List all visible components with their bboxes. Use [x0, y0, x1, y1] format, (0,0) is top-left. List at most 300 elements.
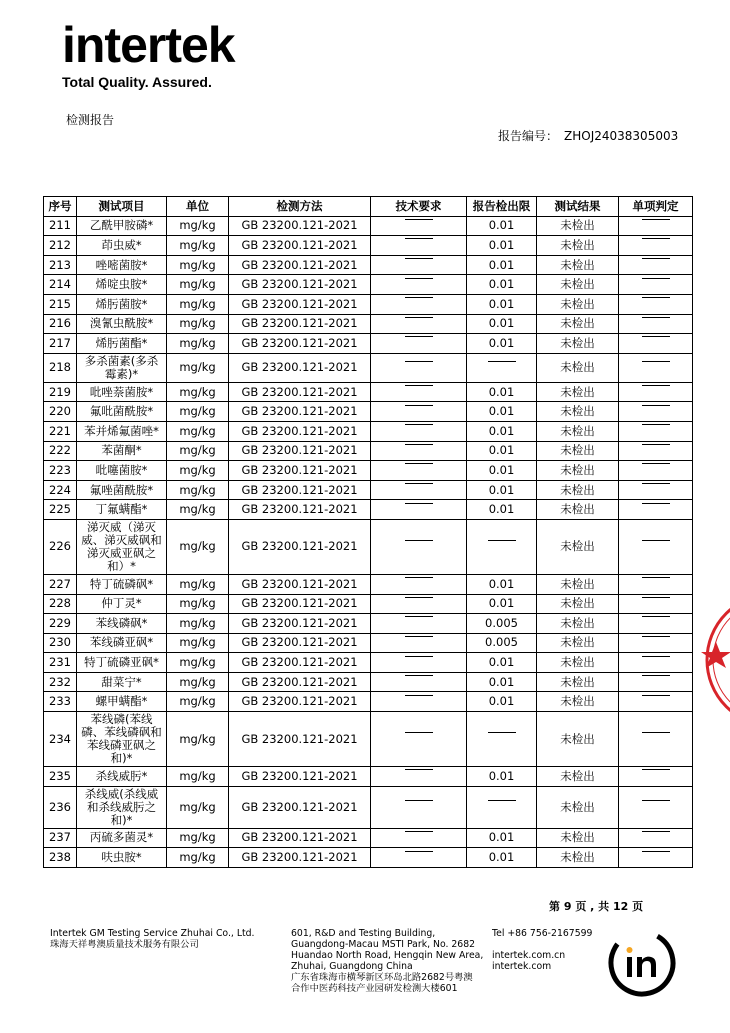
dash-mark	[488, 361, 516, 375]
table-row	[44, 848, 693, 868]
cell-requirement	[371, 402, 467, 422]
cell-unit: mg/kg	[167, 480, 229, 500]
cell-item: 多杀菌素(多杀霉素)*	[77, 353, 167, 382]
red-seal-stamp	[698, 590, 730, 734]
dash-mark	[405, 831, 433, 845]
cell-verdict	[619, 461, 693, 481]
cell-item: 特丁硫磷砜*	[77, 574, 167, 594]
dash-mark	[405, 361, 433, 375]
dash-mark	[642, 297, 670, 311]
cell-limit: 0.01	[467, 382, 537, 402]
table-row	[44, 421, 693, 441]
table-body	[44, 216, 693, 867]
cell-item: 涕灭威（涕灭威、涕灭威砜和涕灭威亚砜之和）*	[77, 519, 167, 574]
table-row	[44, 828, 693, 848]
cell-no: 221	[44, 421, 77, 441]
table-row	[44, 500, 693, 520]
cell-result: 未检出	[537, 421, 619, 441]
cell-method: GB 23200.121-2021	[229, 672, 371, 692]
cell-unit: mg/kg	[167, 421, 229, 441]
cell-limit: 0.01	[467, 216, 537, 236]
cell-requirement	[371, 712, 467, 767]
cell-no: 230	[44, 633, 77, 653]
cell-result: 未检出	[537, 382, 619, 402]
cell-method: GB 23200.121-2021	[229, 402, 371, 422]
dash-mark	[642, 238, 670, 252]
dash-mark	[405, 463, 433, 477]
results-table	[43, 196, 693, 868]
dash-mark	[642, 577, 670, 591]
cell-no: 219	[44, 382, 77, 402]
cell-requirement	[371, 519, 467, 574]
cell-requirement	[371, 216, 467, 236]
logo-tagline: Total Quality. Assured.	[62, 74, 212, 90]
cell-item: 茚虫威*	[77, 236, 167, 256]
cell-result: 未检出	[537, 255, 619, 275]
table-row	[44, 786, 693, 828]
table-row	[44, 314, 693, 334]
footer-address-line: 合作中医药科技产业园研发检测大楼601	[291, 983, 458, 994]
dash-mark	[642, 769, 670, 783]
dash-mark	[405, 540, 433, 554]
dash-mark	[488, 732, 516, 746]
cell-verdict	[619, 236, 693, 256]
dash-mark	[642, 405, 670, 419]
cell-method: GB 23200.121-2021	[229, 255, 371, 275]
cell-method: GB 23200.121-2021	[229, 767, 371, 787]
cell-no: 236	[44, 786, 77, 828]
report-number	[498, 127, 684, 144]
dash-mark	[405, 577, 433, 591]
cell-unit: mg/kg	[167, 712, 229, 767]
cell-verdict	[619, 216, 693, 236]
cell-verdict	[619, 767, 693, 787]
dash-mark	[405, 597, 433, 611]
cell-method: GB 23200.121-2021	[229, 786, 371, 828]
cell-no: 220	[44, 402, 77, 422]
cell-method: GB 23200.121-2021	[229, 574, 371, 594]
cell-result: 未检出	[537, 672, 619, 692]
cell-method: GB 23200.121-2021	[229, 519, 371, 574]
cell-unit: mg/kg	[167, 255, 229, 275]
cell-requirement	[371, 767, 467, 787]
cell-method: GB 23200.121-2021	[229, 614, 371, 634]
cell-verdict	[619, 828, 693, 848]
cell-no: 234	[44, 712, 77, 767]
cell-item: 杀线威(杀线威和杀线威肟之和)*	[77, 786, 167, 828]
dash-mark	[405, 769, 433, 783]
cell-verdict	[619, 633, 693, 653]
cell-unit: mg/kg	[167, 216, 229, 236]
cell-unit: mg/kg	[167, 594, 229, 614]
cell-no: 217	[44, 334, 77, 354]
footer-address	[291, 928, 483, 994]
cell-verdict	[619, 500, 693, 520]
table-row	[44, 275, 693, 295]
cell-result: 未检出	[537, 236, 619, 256]
dash-mark	[488, 800, 516, 814]
cell-result: 未检出	[537, 653, 619, 673]
intertek-logo	[62, 18, 235, 90]
col-header-unit: 单位	[167, 197, 229, 217]
cell-no: 226	[44, 519, 77, 574]
table-row	[44, 672, 693, 692]
footer-address-line: Zhuhai, Guangdong China	[291, 961, 413, 972]
table-row	[44, 353, 693, 382]
cell-requirement	[371, 294, 467, 314]
cell-no: 222	[44, 441, 77, 461]
cell-result: 未检出	[537, 786, 619, 828]
dash-mark	[642, 424, 670, 438]
cell-limit: 0.01	[467, 480, 537, 500]
cell-method: GB 23200.121-2021	[229, 275, 371, 295]
cell-unit: mg/kg	[167, 692, 229, 712]
cell-no: 228	[44, 594, 77, 614]
cell-no: 238	[44, 848, 77, 868]
dash-mark	[642, 219, 670, 233]
cell-unit: mg/kg	[167, 672, 229, 692]
cell-result: 未检出	[537, 294, 619, 314]
cell-requirement	[371, 594, 467, 614]
cell-unit: mg/kg	[167, 574, 229, 594]
cell-method: GB 23200.121-2021	[229, 653, 371, 673]
cell-method: GB 23200.121-2021	[229, 848, 371, 868]
cell-requirement	[371, 334, 467, 354]
cell-verdict	[619, 382, 693, 402]
cell-no: 233	[44, 692, 77, 712]
cell-verdict	[619, 441, 693, 461]
table-row	[44, 767, 693, 787]
page-number: 第 9 页 , 共 12 页	[549, 900, 644, 913]
cell-method: GB 23200.121-2021	[229, 441, 371, 461]
cell-limit: 0.01	[467, 461, 537, 481]
cell-requirement	[371, 633, 467, 653]
cell-limit: 0.01	[467, 314, 537, 334]
dash-mark	[642, 695, 670, 709]
cell-result: 未检出	[537, 402, 619, 422]
dash-mark	[405, 385, 433, 399]
table-row	[44, 236, 693, 256]
dash-mark	[642, 336, 670, 350]
cell-result: 未检出	[537, 574, 619, 594]
cell-unit: mg/kg	[167, 334, 229, 354]
cell-result: 未检出	[537, 767, 619, 787]
cell-verdict	[619, 294, 693, 314]
cell-verdict	[619, 594, 693, 614]
cell-item: 烯啶虫胺*	[77, 275, 167, 295]
cell-item: 苯线磷砜*	[77, 614, 167, 634]
cell-method: GB 23200.121-2021	[229, 461, 371, 481]
cell-method: GB 23200.121-2021	[229, 712, 371, 767]
dash-mark	[405, 800, 433, 814]
cell-no: 216	[44, 314, 77, 334]
cell-unit: mg/kg	[167, 500, 229, 520]
col-header-result: 测试结果	[537, 197, 619, 217]
cell-limit	[467, 353, 537, 382]
cell-result: 未检出	[537, 441, 619, 461]
cell-verdict	[619, 786, 693, 828]
table-row	[44, 480, 693, 500]
col-header-item: 测试项目	[77, 197, 167, 217]
col-header-verdict: 单项判定	[619, 197, 693, 217]
table-header-row	[44, 197, 693, 217]
cell-verdict	[619, 692, 693, 712]
cell-method: GB 23200.121-2021	[229, 633, 371, 653]
cell-result: 未检出	[537, 519, 619, 574]
cell-limit	[467, 519, 537, 574]
cell-unit: mg/kg	[167, 275, 229, 295]
cell-verdict	[619, 574, 693, 594]
table-row	[44, 382, 693, 402]
cell-unit: mg/kg	[167, 519, 229, 574]
cell-verdict	[619, 255, 693, 275]
cell-method: GB 23200.121-2021	[229, 382, 371, 402]
dash-mark	[642, 463, 670, 477]
dash-mark	[642, 540, 670, 554]
cell-limit: 0.01	[467, 574, 537, 594]
dash-mark	[642, 385, 670, 399]
table-row	[44, 692, 693, 712]
cell-requirement	[371, 786, 467, 828]
cell-item: 甜菜宁*	[77, 672, 167, 692]
dash-mark	[642, 851, 670, 865]
dash-mark	[488, 540, 516, 554]
cell-unit: mg/kg	[167, 614, 229, 634]
cell-unit: mg/kg	[167, 353, 229, 382]
cell-verdict	[619, 353, 693, 382]
col-header-method: 检测方法	[229, 197, 371, 217]
cell-item: 溴氰虫酰胺*	[77, 314, 167, 334]
cell-unit: mg/kg	[167, 441, 229, 461]
footer-company-cn: 珠海天祥粤澳质量技术服务有限公司	[50, 939, 199, 950]
cell-result: 未检出	[537, 614, 619, 634]
cell-unit: mg/kg	[167, 786, 229, 828]
cell-result: 未检出	[537, 633, 619, 653]
cell-limit: 0.01	[467, 421, 537, 441]
cell-result: 未检出	[537, 692, 619, 712]
intertek-in-logo-icon	[606, 927, 678, 1003]
cell-no: 232	[44, 672, 77, 692]
dash-mark	[642, 732, 670, 746]
cell-method: GB 23200.121-2021	[229, 216, 371, 236]
cell-no: 218	[44, 353, 77, 382]
cell-unit: mg/kg	[167, 828, 229, 848]
table-row	[44, 594, 693, 614]
cell-limit: 0.005	[467, 614, 537, 634]
cell-limit: 0.01	[467, 441, 537, 461]
cell-verdict	[619, 614, 693, 634]
cell-result: 未检出	[537, 594, 619, 614]
dash-mark	[642, 675, 670, 689]
table-row	[44, 334, 693, 354]
cell-no: 223	[44, 461, 77, 481]
cell-verdict	[619, 402, 693, 422]
cell-item: 丁氟螨酯*	[77, 500, 167, 520]
cell-limit: 0.01	[467, 848, 537, 868]
table-row	[44, 441, 693, 461]
dash-mark	[405, 616, 433, 630]
table-row	[44, 574, 693, 594]
table-row	[44, 294, 693, 314]
logo-wordmark: intertek	[62, 17, 235, 73]
table-row	[44, 633, 693, 653]
cell-requirement	[371, 421, 467, 441]
cell-limit	[467, 712, 537, 767]
dash-mark	[405, 444, 433, 458]
cell-limit: 0.01	[467, 275, 537, 295]
dash-mark	[405, 258, 433, 272]
cell-requirement	[371, 574, 467, 594]
dash-mark	[405, 238, 433, 252]
cell-item: 苯线磷亚砜*	[77, 633, 167, 653]
cell-limit: 0.01	[467, 767, 537, 787]
cell-result: 未检出	[537, 480, 619, 500]
cell-no: 225	[44, 500, 77, 520]
cell-requirement	[371, 461, 467, 481]
cell-limit: 0.01	[467, 672, 537, 692]
cell-requirement	[371, 672, 467, 692]
cell-requirement	[371, 848, 467, 868]
cell-item: 苯并烯氟菌唑*	[77, 421, 167, 441]
cell-method: GB 23200.121-2021	[229, 294, 371, 314]
dash-mark	[642, 636, 670, 650]
dash-mark	[642, 317, 670, 331]
cell-requirement	[371, 828, 467, 848]
footer-web-cn: intertek.com.cn	[492, 950, 566, 961]
dash-mark	[642, 444, 670, 458]
table-row	[44, 255, 693, 275]
col-header-requirement: 技术要求	[371, 197, 467, 217]
table-row	[44, 461, 693, 481]
cell-no: 213	[44, 255, 77, 275]
cell-item: 杀线威肟*	[77, 767, 167, 787]
cell-limit: 0.01	[467, 402, 537, 422]
cell-limit: 0.01	[467, 828, 537, 848]
cell-item: 唑嘧菌胺*	[77, 255, 167, 275]
dash-mark	[405, 656, 433, 670]
cell-no: 215	[44, 294, 77, 314]
cell-unit: mg/kg	[167, 236, 229, 256]
cell-no: 237	[44, 828, 77, 848]
dash-mark	[642, 800, 670, 814]
cell-no: 214	[44, 275, 77, 295]
cell-result: 未检出	[537, 334, 619, 354]
cell-requirement	[371, 692, 467, 712]
cell-method: GB 23200.121-2021	[229, 500, 371, 520]
dash-mark	[642, 361, 670, 375]
cell-requirement	[371, 614, 467, 634]
cell-method: GB 23200.121-2021	[229, 692, 371, 712]
footer-tel: Tel +86 756-2167599	[492, 928, 593, 939]
cell-result: 未检出	[537, 848, 619, 868]
dash-mark	[405, 278, 433, 292]
cell-verdict	[619, 314, 693, 334]
cell-method: GB 23200.121-2021	[229, 353, 371, 382]
footer-address-line: Huandao North Road, Hengqin New Area,	[291, 950, 484, 961]
cell-item: 苯线磷(苯线磷、苯线磷砜和苯线磷亚砜之和)*	[77, 712, 167, 767]
dash-mark	[642, 597, 670, 611]
cell-no: 224	[44, 480, 77, 500]
cell-requirement	[371, 382, 467, 402]
cell-limit	[467, 786, 537, 828]
cell-requirement	[371, 275, 467, 295]
dash-mark	[642, 483, 670, 497]
cell-result: 未检出	[537, 314, 619, 334]
dash-mark	[405, 424, 433, 438]
cell-no: 227	[44, 574, 77, 594]
footer-company-en: Intertek GM Testing Service Zhuhai Co., Ltd.	[50, 928, 255, 939]
cell-limit: 0.01	[467, 294, 537, 314]
cell-result: 未检出	[537, 712, 619, 767]
dash-mark	[405, 503, 433, 517]
dash-mark	[642, 258, 670, 272]
dash-mark	[405, 695, 433, 709]
cell-item: 烯肟菌酯*	[77, 334, 167, 354]
dash-mark	[642, 656, 670, 670]
cell-result: 未检出	[537, 461, 619, 481]
cell-verdict	[619, 421, 693, 441]
cell-verdict	[619, 519, 693, 574]
cell-requirement	[371, 480, 467, 500]
dash-mark	[405, 405, 433, 419]
cell-requirement	[371, 353, 467, 382]
cell-method: GB 23200.121-2021	[229, 594, 371, 614]
dash-mark	[405, 297, 433, 311]
cell-limit: 0.01	[467, 500, 537, 520]
footer-company	[50, 928, 255, 950]
cell-unit: mg/kg	[167, 314, 229, 334]
cell-item: 氟唑菌酰胺*	[77, 480, 167, 500]
footer-address-line: Guangdong-Macau MSTI Park, No. 2682	[291, 939, 476, 950]
cell-method: GB 23200.121-2021	[229, 480, 371, 500]
footer-web: intertek.com	[492, 961, 552, 972]
cell-item: 特丁硫磷亚砜*	[77, 653, 167, 673]
cell-item: 吡噻菌胺*	[77, 461, 167, 481]
footer-address-line: 601, R&D and Testing Building,	[291, 928, 436, 939]
cell-result: 未检出	[537, 828, 619, 848]
cell-unit: mg/kg	[167, 402, 229, 422]
cell-method: GB 23200.121-2021	[229, 421, 371, 441]
cell-item: 乙酰甲胺磷*	[77, 216, 167, 236]
cell-no: 229	[44, 614, 77, 634]
cell-verdict	[619, 653, 693, 673]
cell-item: 氟吡菌酰胺*	[77, 402, 167, 422]
cell-requirement	[371, 236, 467, 256]
dash-mark	[405, 732, 433, 746]
cell-requirement	[371, 500, 467, 520]
cell-no: 235	[44, 767, 77, 787]
dash-mark	[642, 616, 670, 630]
cell-item: 丙硫多菌灵*	[77, 828, 167, 848]
cell-unit: mg/kg	[167, 848, 229, 868]
cell-item: 螺甲螨酯*	[77, 692, 167, 712]
cell-no: 211	[44, 216, 77, 236]
cell-no: 212	[44, 236, 77, 256]
cell-no: 231	[44, 653, 77, 673]
cell-result: 未检出	[537, 275, 619, 295]
cell-limit: 0.01	[467, 236, 537, 256]
dash-mark	[405, 675, 433, 689]
cell-verdict	[619, 712, 693, 767]
cell-requirement	[371, 314, 467, 334]
dash-mark	[405, 219, 433, 233]
cell-unit: mg/kg	[167, 767, 229, 787]
cell-verdict	[619, 334, 693, 354]
cell-method: GB 23200.121-2021	[229, 828, 371, 848]
table-row	[44, 712, 693, 767]
table-row	[44, 614, 693, 634]
dash-mark	[642, 831, 670, 845]
